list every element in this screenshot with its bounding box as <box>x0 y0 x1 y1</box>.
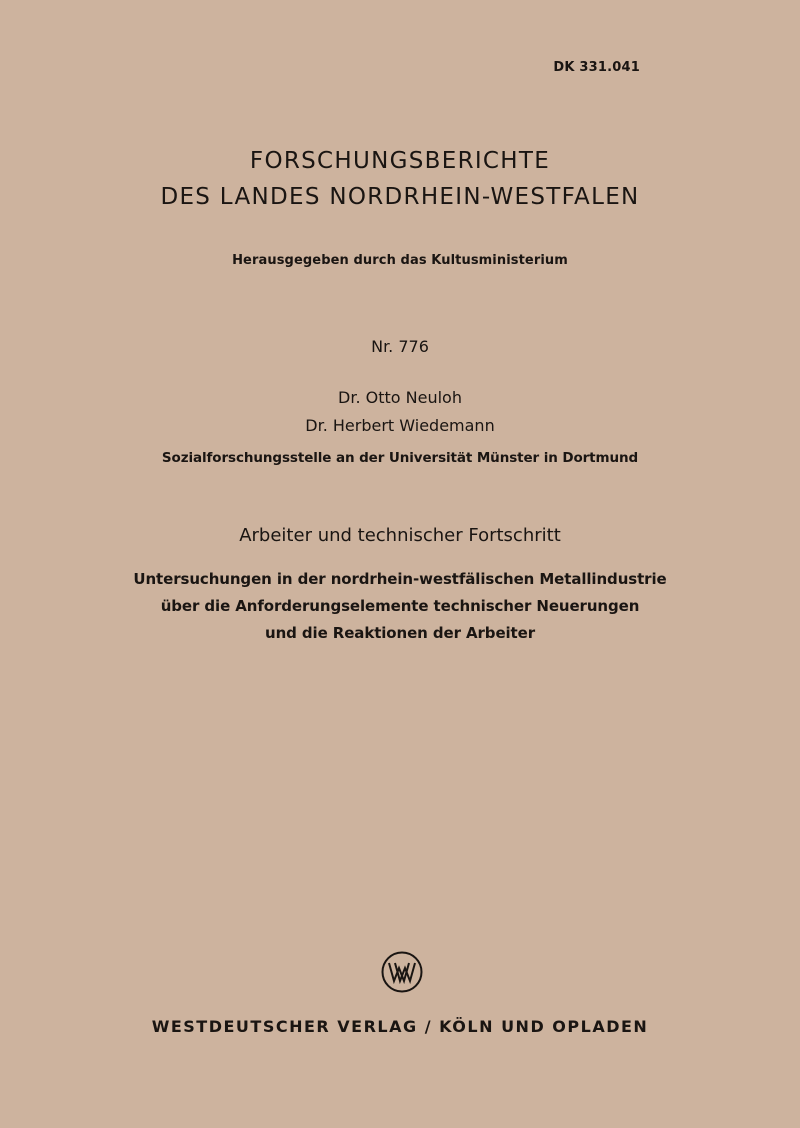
classification-code: DK 331.041 <box>553 60 640 75</box>
book-title: Arbeiter und technischer Fortschritt <box>239 525 561 546</box>
institute: Sozialforschungsstelle an der Universität Münster in Dortmund <box>161 450 639 466</box>
author-2: Dr. Herbert Wiedemann <box>305 416 495 435</box>
subtitle-line-1: Untersuchungen in der nordrhein-westfälischen Metallindustrie <box>133 570 667 588</box>
publisher-ww-logo-icon <box>380 950 424 994</box>
editor-note: Herausgegeben durch das Kultusministerium <box>232 253 568 268</box>
issue-number: Nr. 776 <box>371 337 429 356</box>
author-1: Dr. Otto Neuloh <box>338 388 462 407</box>
series-title-line-1: FORSCHUNGSBERICHTE <box>249 148 551 174</box>
publisher-imprint: WESTDEUTSCHER VERLAG / KÖLN UND OPLADEN <box>151 1017 649 1036</box>
subtitle-line-2: über die Anforderungselemente technischer Neuerungen <box>160 597 640 615</box>
series-title-line-2: DES LANDES NORDRHEIN-WESTFALEN <box>160 184 640 210</box>
subtitle-line-3: und die Reaktionen der Arbeiter <box>264 624 535 642</box>
